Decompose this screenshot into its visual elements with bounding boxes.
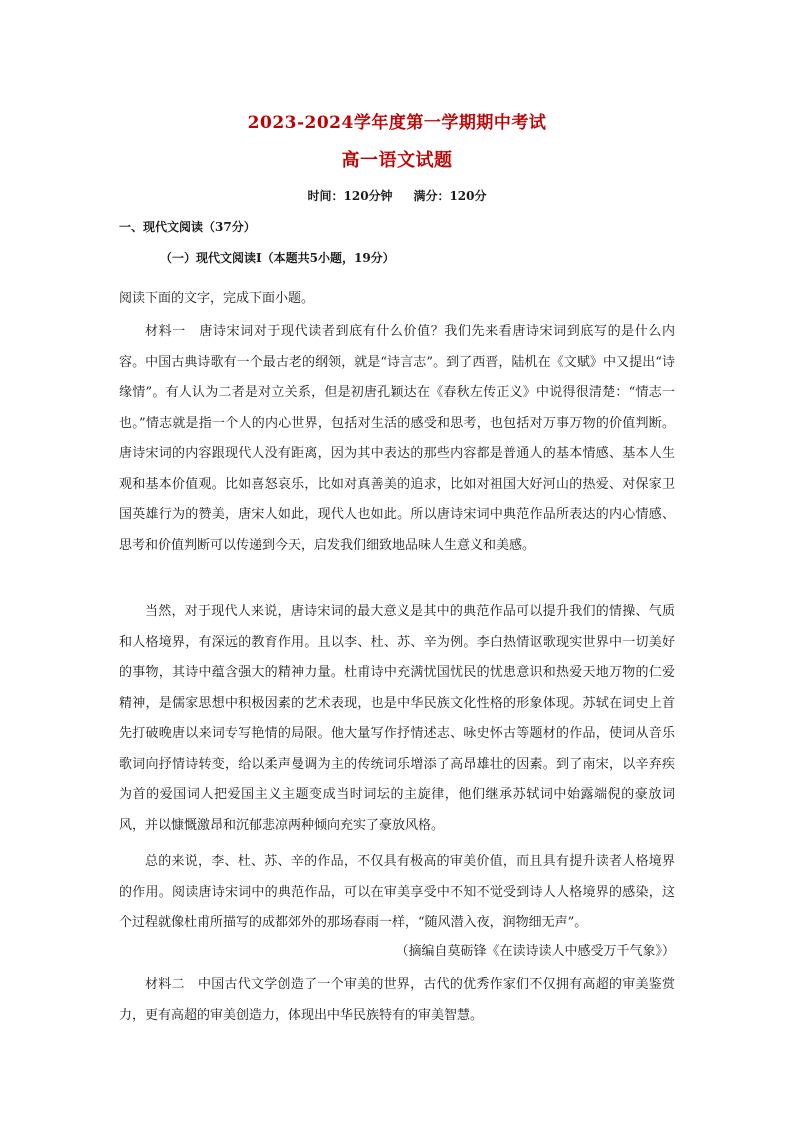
paragraph-summary: 总的来说，李、杜、苏、辛的作品，不仅具有极高的审美价值，而且具有提升读者人格境界的作用。阅读唐诗宋词中的典范作品，可以在审美享受中不知不觉受到诗人人格境界的感染，这个过程就像杜甫所描写的成都郊外的那场春雨一样，“随风潜入夜，润物细无声”。 — [119, 854, 675, 930]
reading-instruction: 阅读下面的文字，完成下面小题。 — [119, 291, 315, 306]
paragraph-material-one: 材料一 唐诗宋词对于现代读者到底有什么价值？我们先来看唐诗宋词到底写的是什么内容。中国古典诗歌有一个最古老的纲领，就是“诗言志”。到了西晋，陆机在《文赋》中又提出“诗缘情”。有人认为二者是对立关系，但是初唐孔颖达在《春秋左传正义》中说得很清楚：“情志一也。”情志就是指一个人的内心世界，包括对生活的感受和思考，也包括对万事万物的价值判断。唐诗宋词的内容跟现代人没有距离，因为其中表达的那些内容都是普通人的基本情感、基本人生观和基本价值观。比如喜怒哀乐，比如对真善美的追求，比如对祖国大好河山的热爱、对保家卫国英雄行为的赞美，唐宋人如此，现代人也如此。所以唐诗宋词中典范作品所表达的内心情感、思考和价值判断可以传递到今天，启发我们细致地品味人生意义和美感。 — [119, 324, 675, 553]
paragraph-value: 当然，对于现代人来说，唐诗宋词的最大意义是其中的典范作品可以提升我们的情操、气质和人格境界，有深远的教育作用。且以李、杜、苏、辛为例。李白热情讴歌现实世界中一切美好的事物，其诗中蕴含强大的精神力量。杜甫诗中充满忧国忧民的忧患意识和热爱天地万物的仁爱精神，是儒家思想中积极因素的艺术表现，也是中华民族文化性格的形象体现。苏轼在词史上首先打破晚唐以来词专写艳情的局限。他大量写作抒情述志、咏史怀古等题材的作品，使词从音乐歌词向抒情诗转变，给以柔声曼调为主的传统词乐增添了高昂雄壮的因素。到了南宋，以辛弃疾为首的爱国词人把爱国主义主题变成当时词坛的主旋律，他们继承苏轼词中始露端倪的豪放词风，并以慷慨激昂和沉郁悲凉两种倾向充实了豪放风格。 — [119, 604, 675, 833]
section-heading: 一、现代文阅读（37分） — [119, 220, 256, 234]
paragraph-material-two: 材料二 中国古代文学创造了一个审美的世界，古代的优秀作家们不仅拥有高超的审美鉴赏力，更有高超的审美创造力，体现出中华民族特有的审美智慧。 — [119, 977, 675, 1023]
exam-meta: 时间：120分钟 满分：120分 — [307, 189, 487, 203]
source-citation: （摘编自莫砺锋《在读诗读人中感受万千气象》） — [395, 944, 675, 959]
exam-subtitle: 高一语文试题 — [341, 150, 453, 171]
exam-title: 2023-2024学年度第一学期期中考试 — [247, 113, 547, 133]
subsection-heading: （一）现代文阅读Ⅰ（本题共5小题，19分） — [160, 251, 395, 265]
